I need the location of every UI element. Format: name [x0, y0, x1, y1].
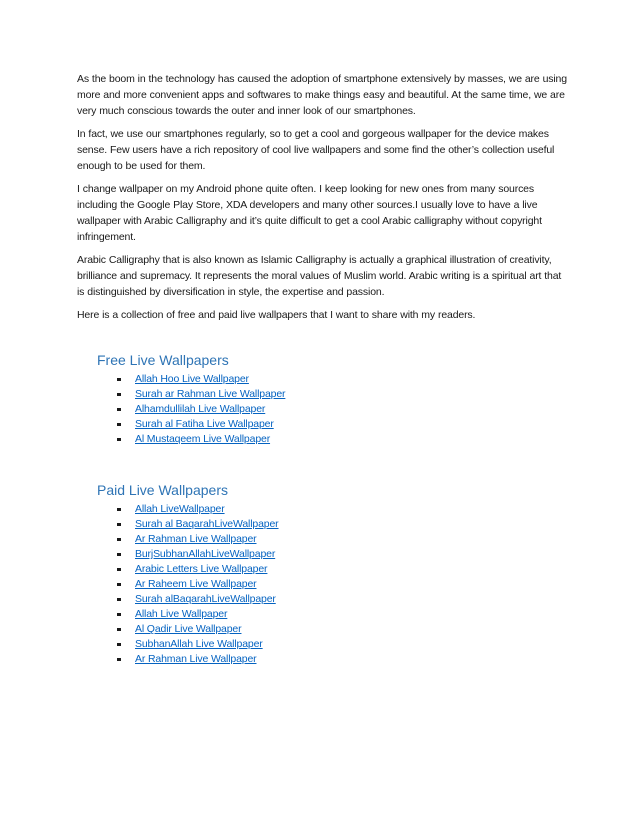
- bullet-icon: [117, 568, 121, 572]
- list-item: [135, 372, 285, 387]
- wallpaper-link[interactable]: Surah alBaqarahLiveWallpaper: [135, 593, 276, 605]
- list-item: [135, 432, 285, 447]
- free-wallpapers-list: [97, 372, 285, 447]
- bullet-icon: [117, 423, 121, 427]
- list-item: [135, 517, 279, 532]
- bullet-icon: [117, 508, 121, 512]
- paragraph-collection: Here is a collection of free and paid live wallpapers that I want to share with my readers.: [77, 309, 476, 321]
- wallpaper-link[interactable]: Surah ar Rahman Live Wallpaper: [135, 388, 286, 400]
- free-wallpapers-heading: Free Live Wallpapers: [97, 352, 229, 368]
- paid-wallpapers-section: [97, 481, 279, 667]
- paid-wallpapers-heading: Paid Live Wallpapers: [97, 482, 228, 498]
- bullet-icon: [117, 553, 121, 557]
- wallpaper-link[interactable]: Arabic Letters Live Wallpaper: [135, 563, 268, 575]
- paid-wallpapers-list: [97, 502, 279, 667]
- list-item: [135, 402, 285, 417]
- paragraph-personal: I change wallpaper on my Android phone quite often. I keep looking for new ones from many sources including the Google Play Store, XDA developers and many other sources.I usually love to have a live wallpaper with Arabic Calligraphy and it’s quite difficult to get a cool Arabic calligraphy without copyright infringement.: [77, 183, 542, 243]
- wallpaper-link[interactable]: Al Qadir Live Wallpaper: [135, 623, 242, 635]
- list-item: [135, 592, 279, 607]
- list-item: [135, 387, 285, 402]
- body-text: [77, 71, 567, 330]
- paragraph-intro: As the boom in the technology has caused the adoption of smartphone extensively by masses, we are using more and more convenient apps and softwares to make things easy and beautiful. At the same time, we are very much conscious towards the outer and inner look of our smartphones.: [77, 73, 567, 117]
- bullet-icon: [117, 613, 121, 617]
- bullet-icon: [117, 658, 121, 662]
- list-item: [135, 547, 279, 562]
- bullet-icon: [117, 523, 121, 527]
- list-item: [135, 637, 279, 652]
- list-item: [135, 577, 279, 592]
- bullet-icon: [117, 393, 121, 397]
- list-item: [135, 652, 279, 667]
- wallpaper-link[interactable]: Surah al BaqarahLiveWallpaper: [135, 518, 279, 530]
- wallpaper-link[interactable]: Ar Rahman Live Wallpaper: [135, 533, 257, 545]
- bullet-icon: [117, 643, 121, 647]
- wallpaper-link[interactable]: Allah Live Wallpaper: [135, 608, 228, 620]
- bullet-icon: [117, 538, 121, 542]
- list-item: [135, 532, 279, 547]
- list-item: [135, 502, 279, 517]
- free-wallpapers-section: [97, 351, 285, 447]
- list-item: [135, 622, 279, 637]
- bullet-icon: [117, 378, 121, 382]
- paragraph-usage: In fact, we use our smartphones regularly, so to get a cool and gorgeous wallpaper for the device makes sense. Few users have a rich repository of cool live wallpapers and some find the other’s collection useful enough to be used for them.: [77, 128, 555, 172]
- wallpaper-link[interactable]: Ar Raheem Live Wallpaper: [135, 578, 257, 590]
- list-item: [135, 607, 279, 622]
- paragraph-calligraphy: Arabic Calligraphy that is also known as Islamic Calligraphy is actually a graphical illustration of creativity, brilliance and supremacy. It represents the moral values of Muslim world. Arabic writing is a spiritual art that is distinguished by diversification in style, the expertise and passion.: [77, 254, 562, 298]
- bullet-icon: [117, 628, 121, 632]
- bullet-icon: [117, 583, 121, 587]
- bullet-icon: [117, 438, 121, 442]
- list-item: [135, 562, 279, 577]
- wallpaper-link[interactable]: Al Mustaqeem Live Wallpaper: [135, 433, 271, 445]
- bullet-icon: [117, 408, 121, 412]
- list-item: [135, 417, 285, 432]
- wallpaper-link[interactable]: SubhanAllah Live Wallpaper: [135, 638, 263, 650]
- wallpaper-link[interactable]: Alhamdullilah Live Wallpaper: [135, 403, 266, 415]
- wallpaper-link[interactable]: Allah LiveWallpaper: [135, 503, 225, 515]
- wallpaper-link[interactable]: Ar Rahman Live Wallpaper: [135, 653, 257, 665]
- wallpaper-link[interactable]: Surah al Fatiha Live Wallpaper: [135, 418, 274, 430]
- wallpaper-link[interactable]: Allah Hoo Live Wallpaper: [135, 373, 249, 385]
- wallpaper-link[interactable]: BurjSubhanAllahLiveWallpaper: [135, 548, 276, 560]
- bullet-icon: [117, 598, 121, 602]
